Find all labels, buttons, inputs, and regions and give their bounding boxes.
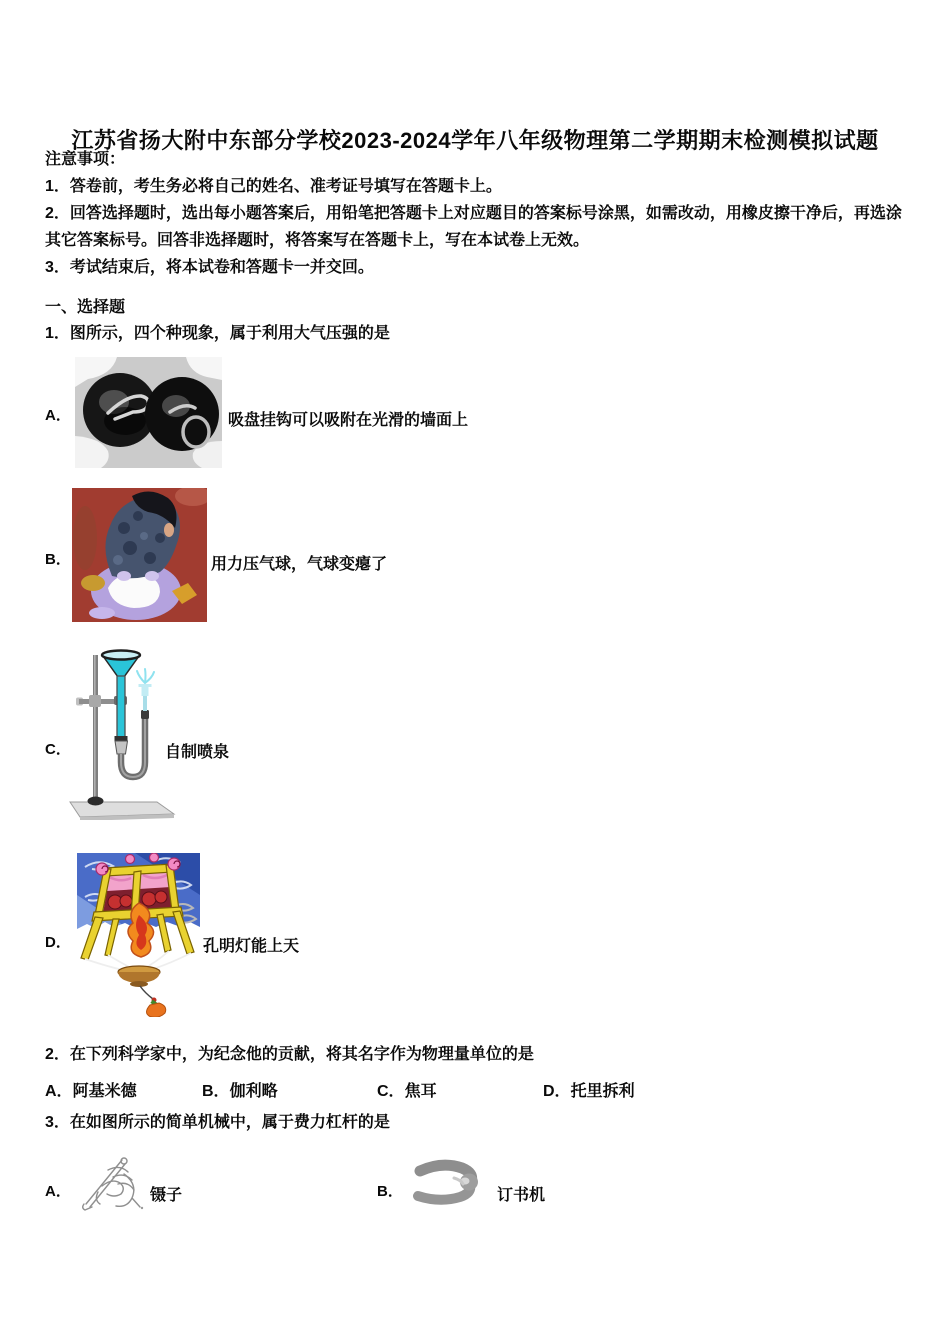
q2-option-a [45, 1078, 137, 1101]
q1-option-b-label: B． [45, 551, 71, 568]
q1-option-a-caption: 吸盘挂钩可以吸附在光滑的墙面上 [228, 412, 469, 429]
notice-item-1: 1．答卷前，考生务必将自己的姓名、准考证号填写在答题卡上。 [45, 178, 502, 195]
q2-option-b-text: 伽利略 [229, 1083, 278, 1100]
notice-section [45, 146, 911, 281]
q3-option-a-caption: 镊子 [150, 1187, 183, 1204]
q2-option-a-label: A． [45, 1083, 73, 1100]
q2-option-d-text: 托里拆利 [570, 1083, 635, 1100]
q1-option-d-caption: 孔明灯能上天 [203, 938, 300, 955]
notice-heading: 注意事项： [45, 151, 126, 168]
notice-item-3: 3．考试结束后，将本试卷和答题卡一并交回。 [45, 259, 374, 276]
q2-option-d-label: D． [543, 1083, 571, 1100]
q1-option-b-caption: 用力压气球，气球变瘪了 [211, 556, 388, 573]
q1-option-c-label: C． [45, 741, 71, 758]
suction-cup-hooks-image [75, 357, 222, 468]
stapler-sketch-image [410, 1158, 490, 1208]
q2-option-b-label: B． [202, 1083, 230, 1100]
q3-option-b-caption: 订书机 [497, 1187, 546, 1204]
sky-lantern-image [77, 853, 200, 1017]
q2-option-c-text: 焦耳 [404, 1083, 437, 1100]
q2-option-b [202, 1078, 278, 1101]
q3-option-a-label: A． [45, 1183, 71, 1200]
question-1-text: 1．图所示，四个种现象，属于利用大气压强的是 [45, 325, 390, 342]
question-3-text: 3．在如图所示的简单机械中，属于费力杠杆的是 [45, 1114, 390, 1131]
question-2-text: 2．在下列科学家中，为纪念他的贡献，将其名字作为物理量单位的是 [45, 1046, 534, 1063]
q1-option-a-label: A． [45, 407, 71, 424]
q3-option-b-label: B． [377, 1183, 403, 1200]
homemade-fountain-image [62, 645, 180, 820]
section-heading: 一、选择题 [45, 299, 126, 316]
q2-option-c [377, 1078, 437, 1101]
paper-title: 江苏省扬大附中东部分学校2023-2024学年八年级物理第二学期期末检测模拟试题 [71, 127, 879, 153]
child-pressing-balloon-image [72, 488, 207, 622]
q2-option-c-label: C． [377, 1083, 405, 1100]
q1-option-d-label: D． [45, 934, 71, 951]
q2-option-a-text: 阿基米德 [72, 1083, 137, 1100]
q1-option-c-caption: 自制喷泉 [165, 744, 230, 761]
notice-item-2: 2．回答选择题时，选出每小题答案后，用铅笔把答题卡上对应题目的答案标号涂黑，如需改动，用橡皮擦干净后，再选涂其它答案标号。回答非选择题时，将答案写在答题卡上，写在本试卷上无效。 [45, 205, 902, 249]
q2-option-d [543, 1078, 635, 1101]
tweezers-sketch-image [80, 1152, 146, 1214]
